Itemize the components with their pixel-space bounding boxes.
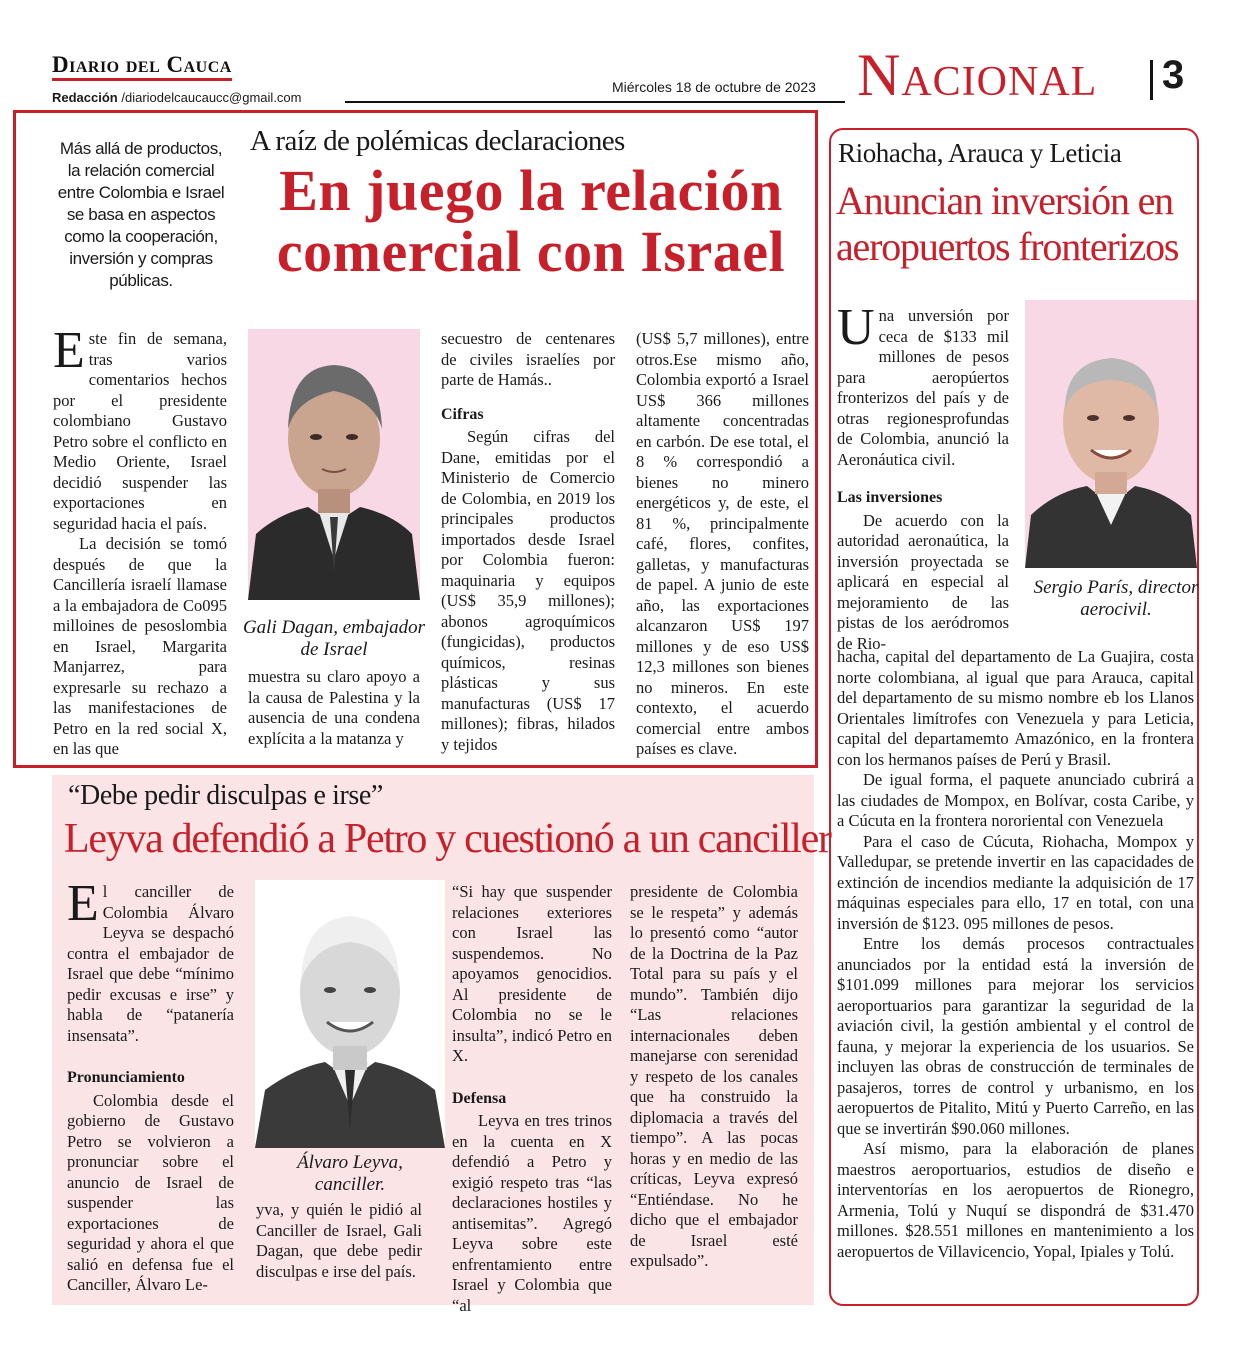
israel-col1-para-1: Este fin de semana, tras varios comentarios hechos por el presidente colombiano Gustavo Petro sobre el conflicto en Medio Oriente, Israel decidió suspender las exportaciones en seguridad hacia el país.	[53, 322, 227, 533]
section-divider	[1150, 60, 1153, 100]
israel-col3-para-2: Según cifras del Dane, emitidas por el Ministerio de Comercio de Colombia, en 2019 los principales productos importados desde Israel por Colombia fueron: maquinaria y equipos (US$ 35,9 millones); abonos agroquímicos (fungicidas), productos químicos, resinas plásticas y sus manufacturas (US$ 17 millones); fibras, hilados y tejidos	[441, 427, 615, 754]
airports-column-wide	[837, 647, 1194, 1262]
alvaro-leyva-photo	[255, 880, 445, 1148]
alvaro-leyva-caption: Álvaro Leyva, canciller.	[297, 1152, 403, 1195]
sergio-paris-caption: Sergio París, director aerocivil.	[1033, 577, 1199, 620]
leyva-subhead-defensa: Defensa	[452, 1089, 507, 1107]
airports-column-narrow	[837, 299, 1009, 654]
paper-name: Diario del Cauca	[52, 53, 232, 81]
israel-column-4	[636, 329, 809, 760]
leyva-col3-para-1: “Si hay que suspender relaciones exteriores con Israel las suspendemos. No apoyamos genocidios. Al presidente de Colombia no se le insulta”, indicó Petro en X.	[452, 882, 612, 1065]
airports-intro: Una unversión por ceca de $133 mil millones de pesos para aeropúertos fronterizos del país y de otras regionesprofundas de Colombia, anunció la Aeronáutica civil.	[837, 299, 1009, 469]
israel-col4-para-1: (US$ 5,7 millones), entre otros.Ese mismo año, Colombia exportó a Israel US$ 366 millones altamente concentradas en carbón. De ese total, el 8 % correspondió a bienes no minero energéticos y, de este, el 81 %, principalmente café, flores, confites, galletas, y manufacturas de papel. A junio de este año, las exportaciones alcanzaron US$ 197 millones y de eso US$ 12,3 millones son bienes no mineros. En este contexto, el acuerdo comercial entre ambos países es clave.	[636, 329, 809, 758]
israel-subhead-cifras: Cifras	[441, 405, 484, 423]
israel-kicker: A raíz de polémicas declaraciones	[250, 125, 625, 157]
gali-dagan-caption: Gali Dagan, embajador de Israel	[242, 617, 426, 660]
leyva-column-1	[67, 875, 234, 1296]
masthead-rule	[345, 101, 845, 103]
airports-para-4: Entre los demás procesos contractuales anunciados por la entidad está la inversión de $101.099 millones para mejorar los servicios aeroportuarios para garantizar la seguridad de la aviación civil, la gestión ambiental y el control de fauna, y mejorar la experiencia de los usuarios. Se incluyen las obras de construcción de terminales de pasajeros, torres de control y urbanismo, en los aeropuertos de Pitalito, Mitú y Puerto Carreño, en las que se invertirán $90.060 millones.	[837, 934, 1194, 1138]
man-portrait-icon	[255, 880, 445, 1148]
leyva-col1-para-2: Colombia desde el gobierno de Gustavo Petro se volvieron a pronunciar sobre el anuncio de Israel de suspender las exportaciones de seguridad y ahora el que salió en defensa fue el Canciller, Álvaro Le-	[67, 1090, 234, 1294]
airports-para-3: Para el caso de Cúcuta, Riohacha, Mompox y Valledupar, se pretende invertir en las capacidades de extinción de incendios mediante la adquisición de 17 máquinas especiales para ello, 17 en total, con una inversión de $123. 095 millones de pesos.	[837, 831, 1194, 933]
redaccion-line	[52, 90, 301, 105]
leyva-subhead-pronunciamiento: Pronunciamiento	[67, 1069, 185, 1086]
leyva-column-4	[630, 882, 798, 1272]
leyva-headline: Leyva defendió a Petro y cuestionó a un canciller	[64, 816, 831, 862]
leyva-col4-para-1: presidente de Colombia se le respeta” y además lo presentó como “autor de la Doctrina de la Paz Total para su país y el mundo”. También dijo “Las relaciones internacionales deben manejarse con serenidad y respeto de los canales que ha construido la diplomacia a través del tiempo”. A las pocas horas y en medio de las críticas, Leyva expresó “Entiéndase. No he dicho que el embajador de Israel esté expulsado”.	[630, 882, 798, 1270]
israel-column-2	[248, 667, 420, 749]
israel-column-3	[441, 329, 615, 755]
airports-para-1b: hacha, capital del departamento de La Guajira, costa norte colombiana, al igual que para Arauca, capital del departamento de su mismo nombre eb los Llanos Orientales limítrofes con Venezuela y para Leticia, capital del departamemto Amazónico, en la frontera con los hermanos países de Perú y Brasil.	[837, 647, 1194, 769]
man-portrait-icon	[1025, 300, 1197, 568]
leyva-column-3	[452, 882, 612, 1316]
leyva-col1-para-1: El canciller de Colombia Álvaro Leyva se despachó contra el embajador de Israel que debe “mínimo pedir excusas e irse” y habla de “patanería insensata”.	[67, 875, 234, 1045]
israel-headline: En juego la relación comercial con Israel	[276, 158, 786, 284]
airports-dropcap: U	[837, 299, 875, 356]
issue-date: Miércoles 18 de octubre de 2023	[612, 79, 816, 95]
airports-para-5: Así mismo, para la elaboración de planes maestros aeroportuarios, estudios de diseño e interventorías en los aeropuertos de Rionegro, Armenia, Tolú y Nuquí se dispondrá de $31.470 millones. $28.551 millones en mantenimiento a los aeropuertos de Villavicencio, Yopal, Ipiales y Tolú.	[837, 1139, 1194, 1261]
airports-kicker: Riohacha, Arauca y Leticia	[838, 138, 1122, 168]
airports-subhead: Las inversiones	[837, 489, 943, 506]
leyva-col3-para-2: Leyva en tres trinos en la cuenta en X defendió a Petro y exigió respeto tras “las declaraciones hostiles y antisemitas”. Agregó Leyva sobre este enfrentamiento entre Israel y Colombia que “al	[452, 1111, 612, 1315]
israel-dropcap: E	[53, 322, 85, 379]
leyva-kicker: “Debe pedir disculpas e irse”	[68, 780, 383, 811]
airports-para-2: De igual forma, el paquete anunciado cubrirá a las ciudades de Mompox, en Bolívar, costa Caribe, y a Cúcuta en la frontera nororiental con Venezuela	[837, 770, 1194, 830]
airports-para-1a: De acuerdo con la autoridad aeronaútica, la inversión proyectada se aplicará en especial al mejoramiento de las pistas de los aeródromos de Rio-	[837, 510, 1009, 653]
redaccion-email: /diariodelcaucaucc@gmail.com	[121, 90, 302, 105]
israel-col1-para-2: La decisión se tomó después de que la Cancillería israelí llamase a la embajadora de Co095 milloines de pesoslombia en Israel, Margarita Manjarrez, para expresarle su rechazo a las manifestaciones de Petro en la red social X, en las que	[53, 534, 227, 758]
redaccion-label: Redacción	[52, 90, 118, 105]
israel-column-1	[53, 322, 227, 760]
israel-col2-para-1: muestra su claro apoyo a la causa de Palestina y la ausencia de una condena explícita a la matanza y	[248, 667, 420, 748]
leyva-column-2	[256, 1200, 422, 1282]
airports-headline: Anuncian inversión en aeropuertos fronterizos	[836, 178, 1179, 269]
gali-dagan-photo	[248, 329, 420, 600]
man-portrait-icon	[248, 329, 420, 600]
israel-col3-para-1: secuestro de centenares de civiles israelíes por parte de Hamás..	[441, 329, 615, 389]
leyva-dropcap: E	[67, 875, 99, 932]
israel-summary: Más allá de productos, la relación comercial entre Colombia e Israel se basa en aspectos como la cooperación, inversión y compras públicas.	[57, 139, 225, 290]
section-title: Nacional	[857, 42, 1098, 108]
page-number: 3	[1162, 53, 1185, 97]
sergio-paris-photo	[1025, 300, 1197, 568]
leyva-col2-para-1: yva, y quién le pidió al Canciller de Israel, Gali Dagan, que debe pedir disculpas e irse del país.	[256, 1200, 422, 1281]
